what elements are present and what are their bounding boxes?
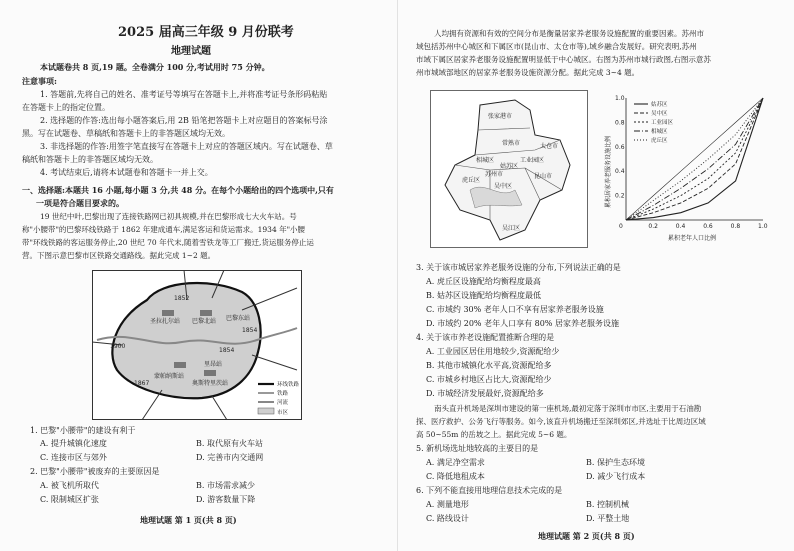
map-year: 1854 bbox=[242, 327, 258, 334]
map-label: 吴江区 bbox=[502, 225, 521, 232]
x-tick-label: 0.4 bbox=[675, 223, 686, 230]
passage-line: 域包括苏州中心城区和下属区市(昆山市、太仓市等),域乡融合发展好。研究表明,苏州 bbox=[416, 42, 697, 51]
legend bbox=[634, 100, 674, 144]
map-label: 苏州市 bbox=[485, 171, 504, 178]
passage-line: 州市城域部地区的居家养老服务设施资源分配。据此完成 3~4 题。 bbox=[416, 68, 640, 77]
map-label: 吴中区 bbox=[494, 183, 513, 190]
legend-label: 环线铁路 bbox=[277, 382, 300, 388]
q6-option-c[interactable]: C. 路线设计 bbox=[426, 514, 469, 523]
legend-label: 工业园区 bbox=[651, 120, 674, 126]
x-tick-label: 1.0 bbox=[758, 223, 768, 230]
q2-option-d[interactable]: D. 游客数量下降 bbox=[196, 495, 256, 504]
map-station: 蒙帕纳斯站 bbox=[154, 373, 185, 380]
map-year: 1852 bbox=[174, 295, 190, 302]
page-1-footer: 地理试题 第 1 页(共 8 页) bbox=[140, 515, 237, 525]
q5-option-a[interactable]: A. 满足净空需求 bbox=[426, 458, 485, 467]
map-label: 张家港市 bbox=[488, 113, 513, 120]
q3-option-b[interactable]: B. 姑苏区设施配给均衡程度最低 bbox=[426, 291, 541, 300]
q5-option-b[interactable]: B. 保护生态环境 bbox=[586, 458, 645, 467]
passage-line: 称"小腰带"的巴黎环线铁路于 1862 年建成通车,满足客运和货运需求。1934 年"小腰 bbox=[22, 225, 306, 234]
section-heading: 一项是符合题目要求的。 bbox=[36, 198, 124, 208]
passage-line: 探、医疗救护、公务飞行等服务。如今,该直升机场搬迁至深圳郊区,并选址于比周边区域 bbox=[416, 417, 706, 426]
map-label: 常熟市 bbox=[502, 140, 521, 147]
q2-option-c[interactable]: C. 限制城区扩张 bbox=[40, 495, 99, 504]
q2-stem: 2. 巴黎"小腰带"被废弃的主要原因是 bbox=[30, 467, 160, 476]
map-station: 奥斯特里茨站 bbox=[192, 380, 229, 387]
notice-line: 2. 选择题的作答:选出每小题答案后,用 2B 铅笔把答题卡上对应题目的答案标号涂 bbox=[40, 116, 328, 125]
notice-line: 4. 考试结束后,请将本试题卷和答题卡一并上交。 bbox=[40, 168, 213, 177]
x-tick-label: 0.2 bbox=[648, 223, 658, 230]
map-year: 1854 bbox=[219, 347, 235, 354]
station-marker bbox=[162, 310, 174, 316]
q5-stem: 5. 新机场选址地较高的主要目的是 bbox=[416, 444, 539, 453]
q3-option-d[interactable]: D. 市域约 20% 老年人口享有 80% 居家养老服务设施 bbox=[426, 319, 619, 328]
passage-line: 市域下属区居家养老服务设施配置明显低于中心城区。右图为苏州市城行政图,右图示意苏 bbox=[416, 55, 711, 64]
q4-option-d[interactable]: D. 市城经济发展最好,资源配给多 bbox=[426, 389, 544, 398]
legend-swatch-city bbox=[258, 408, 274, 414]
map-station: 巴黎北站 bbox=[192, 318, 217, 325]
q3-stem: 3. 关于该市城居家养老服务设施的分布,下列说法正确的是 bbox=[416, 263, 621, 272]
station-marker bbox=[174, 362, 186, 368]
origin-label: 0 bbox=[619, 223, 623, 230]
passage-line: 带"环线铁路的客运服务停止,20 世纪 70 年代末,随着雪铁龙等工厂搬迁,货运服务停止运 bbox=[22, 238, 314, 247]
station-marker bbox=[204, 370, 216, 376]
notice-heading: 注意事项: bbox=[22, 76, 57, 86]
y-tick-label: 0.8 bbox=[615, 119, 625, 127]
passage-line: 人均拥有资源和有效的空间分布是衡量居家养老服务设施配置的重要因素。苏州市 bbox=[434, 29, 704, 38]
map-label: 太仓市 bbox=[540, 143, 559, 150]
q5-option-c[interactable]: C. 降低地租成本 bbox=[426, 472, 485, 481]
legend-label: 相城区 bbox=[651, 129, 668, 135]
passage-line: 19 世纪中叶,巴黎出现了连接铁路网已初具规模,并在巴黎形成七大火车站。号 bbox=[40, 212, 297, 221]
x-tick-label: 0.8 bbox=[730, 223, 741, 230]
legend-label: 铁路 bbox=[277, 391, 289, 397]
lorenz-chart bbox=[598, 90, 783, 250]
passage-line: 南头直升机场是深圳市建设的第一座机场,最初定落于深圳市市区,主要用于石油勘 bbox=[434, 404, 702, 413]
legend-label: 市区 bbox=[277, 410, 289, 416]
q2-option-b[interactable]: B. 市场需求减少 bbox=[196, 481, 255, 490]
map-station: 圣拉扎尔站 bbox=[150, 318, 181, 325]
map-station: 巴黎东站 bbox=[226, 315, 251, 322]
series-group bbox=[626, 98, 763, 220]
q6-option-a[interactable]: A. 测量地形 bbox=[426, 500, 469, 509]
q1-stem: 1. 巴黎"小腰带"的建设有利于 bbox=[30, 426, 136, 435]
station-marker bbox=[200, 310, 212, 316]
map-label: 虎丘区 bbox=[462, 177, 481, 184]
q5-option-d[interactable]: D. 减少飞行成本 bbox=[586, 472, 646, 481]
q1-option-c[interactable]: C. 连接市区与郊外 bbox=[40, 453, 107, 462]
q4-stem: 4. 关于该市养老设施配置推断合理的是 bbox=[416, 333, 555, 342]
q4-option-b[interactable]: B. 其他市城镇化水平高,资源配给多 bbox=[426, 361, 552, 370]
notice-line: 1. 答题前,先将自己的姓名、准考证号等填写在答题卡上,并将准考证号条形码粘贴 bbox=[40, 90, 328, 99]
q1-option-b[interactable]: B. 取代原有火车站 bbox=[196, 439, 263, 448]
q4-option-c[interactable]: C. 市城乡村地区占比大,资源配给少 bbox=[426, 375, 552, 384]
map-label: 昆山市 bbox=[534, 173, 553, 180]
map-label: 相城区 bbox=[476, 157, 495, 164]
paris-rail-map bbox=[92, 270, 302, 420]
q3-option-a[interactable]: A. 虎丘区设施配给均衡程度最高 bbox=[426, 277, 541, 286]
legend-label: 吴中区 bbox=[651, 111, 668, 117]
y-tick-label: 0.4 bbox=[615, 168, 625, 176]
page-2 bbox=[397, 0, 794, 551]
map-station: 里昂站 bbox=[204, 361, 223, 368]
x-axis-label: 累积老年人口比例 bbox=[668, 235, 717, 242]
q6-option-b[interactable]: B. 控制机械 bbox=[586, 500, 629, 509]
notice-line: 稿纸和答题卡上的非答题区域均无效。 bbox=[22, 155, 158, 164]
map-year: 1867 bbox=[134, 380, 150, 387]
exam-info: 本试题卷共 8 页,19 题。全卷满分 100 分,考试用时 75 分钟。 bbox=[40, 62, 270, 72]
q6-stem: 6. 下列不能直接用地理信息技术完成的是 bbox=[416, 486, 563, 495]
exam-subtitle: 地理试题 bbox=[171, 46, 211, 57]
passage-line: 营。下图示意巴黎市区铁路交通路线。据此完成 1~2 题。 bbox=[22, 251, 216, 260]
y-axis-label: 累积居家养老服务设施比例 bbox=[605, 135, 612, 208]
map-label: 姑苏区 bbox=[500, 163, 519, 170]
passage-line: 高 50~55m 的岳坡之上。据此完成 5~6 题。 bbox=[416, 430, 572, 439]
q1-option-a[interactable]: A. 提升城镇化速度 bbox=[40, 439, 107, 448]
legend-label: 姑苏区 bbox=[651, 102, 668, 108]
map-year: 1900 bbox=[110, 343, 126, 350]
x-tick-label: 0.6 bbox=[703, 223, 713, 230]
q2-option-a[interactable]: A. 被飞机所取代 bbox=[40, 481, 99, 490]
q1-option-d[interactable]: D. 完善市内交通网 bbox=[196, 453, 264, 462]
q3-option-c[interactable]: C. 市域约 30% 老年人口不享有居家养老服务设施 bbox=[426, 305, 604, 314]
legend-label: 虎丘区 bbox=[651, 138, 668, 144]
notice-line: 3. 非选择题的作答:用签字笔直接写在答题卡上对应的答题区域内。写在试题卷、草 bbox=[40, 142, 333, 151]
map-label: 工业园区 bbox=[520, 157, 545, 164]
notice-line: 在答题卡上的指定位置。 bbox=[22, 103, 110, 112]
y-tick-label: 0.2 bbox=[615, 192, 625, 200]
q4-option-a[interactable]: A. 工业园区居住用地较少,资源配给少 bbox=[426, 347, 560, 356]
y-tick-label: 0.6 bbox=[615, 143, 625, 151]
page-2-footer: 地理试题 第 2 页(共 8 页) bbox=[538, 531, 635, 541]
notice-line: 黑。写在试题卷、草稿纸和答题卡上的非答题区域均无效。 bbox=[22, 129, 230, 138]
y-tick-label: 1.0 bbox=[615, 95, 625, 102]
q6-option-d[interactable]: D. 平整土地 bbox=[586, 514, 630, 523]
legend-label: 河流 bbox=[277, 400, 289, 406]
exam-title: 2025 届高三年级 9 月份联考 bbox=[118, 25, 294, 40]
suzhou-admin-map bbox=[430, 90, 588, 248]
section-heading: 一、选择题:本题共 16 小题,每小题 3 分,共 48 分。在每个小题给出的四个选项中,只有 bbox=[22, 185, 334, 195]
